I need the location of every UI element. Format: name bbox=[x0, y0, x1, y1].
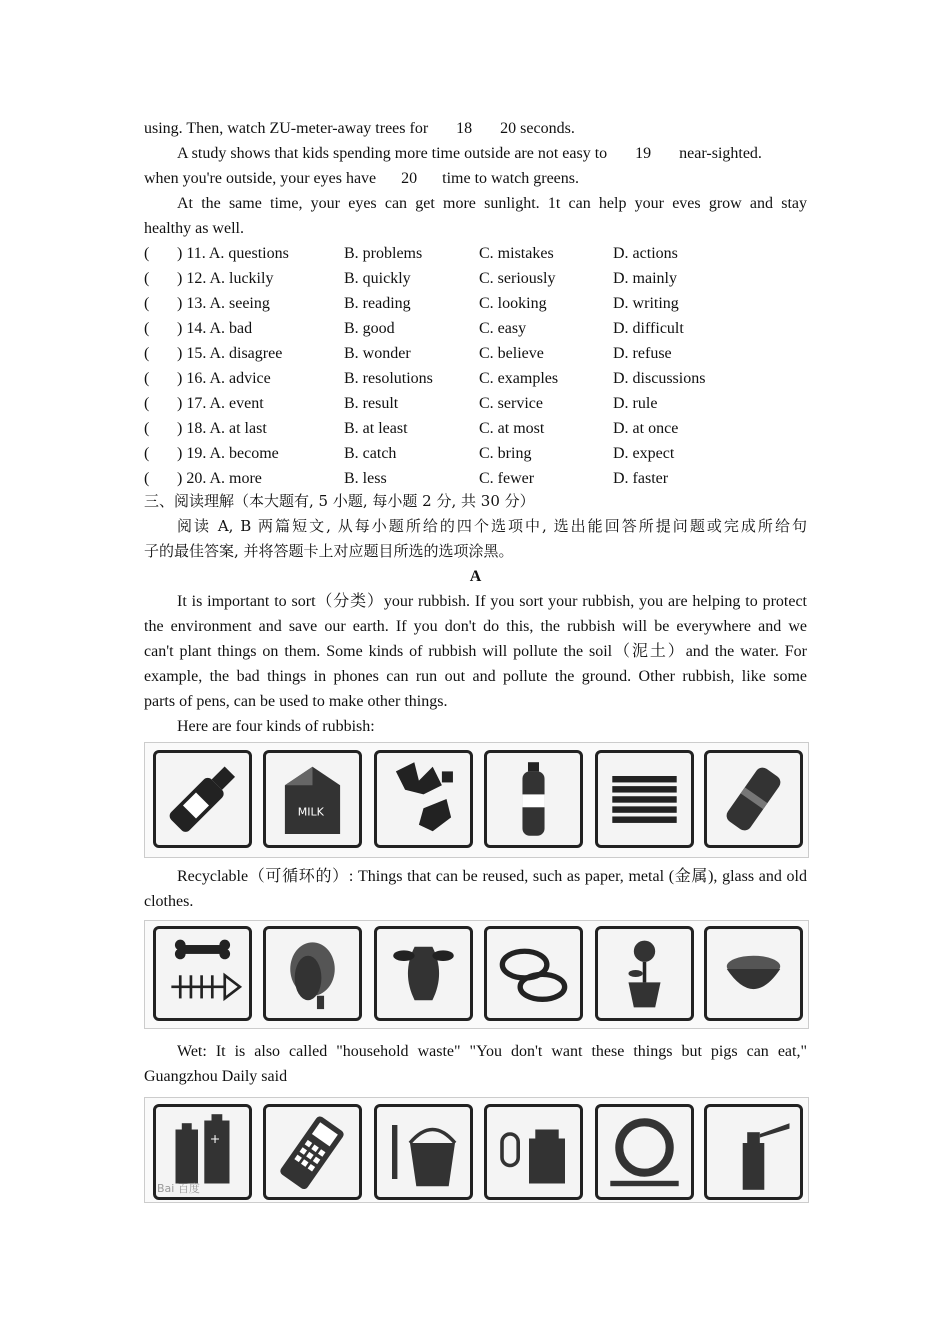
question-number-option-a: ) 20. A. more bbox=[177, 470, 262, 487]
paper-stack-icon bbox=[595, 750, 694, 848]
option-c: C. mistakes bbox=[479, 245, 554, 262]
question-number-option-a: ) 14. A. bad bbox=[177, 320, 253, 337]
option-b: B. quickly bbox=[344, 270, 411, 287]
option-c: C. service bbox=[479, 395, 543, 412]
question-number-option-a: ) 16. A. advice bbox=[177, 370, 271, 387]
blank-18: 18 bbox=[456, 120, 473, 137]
blank-20: 20 bbox=[401, 170, 418, 187]
blank-19: 19 bbox=[635, 145, 652, 162]
question-row bbox=[144, 241, 807, 266]
option-b: B. less bbox=[344, 470, 387, 487]
option-b: B. result bbox=[344, 395, 399, 412]
question-row bbox=[144, 291, 807, 316]
instruction-line: 子的最佳答案, 并将答题卡上对应题目所选的选项涂黑。 bbox=[144, 542, 514, 560]
question-row bbox=[144, 466, 807, 491]
apple-core-icon bbox=[374, 926, 473, 1021]
fluorescent-lamp-icon bbox=[595, 1104, 694, 1200]
question-number-option-a: ) 12. A. luckily bbox=[177, 270, 274, 287]
option-b: B. at least bbox=[344, 420, 408, 437]
passage-line: clothes. bbox=[144, 893, 194, 910]
option-b: B. wonder bbox=[344, 345, 411, 362]
question-row bbox=[144, 416, 807, 441]
option-d: D. at once bbox=[613, 420, 679, 437]
passage-line: example, the bad things in phones can run out and pollute the ground. Other rubbish, like some bbox=[144, 668, 807, 685]
option-c: C. examples bbox=[479, 370, 559, 387]
answer-paren: ( bbox=[144, 370, 150, 387]
option-d: D. actions bbox=[613, 245, 678, 262]
potted-flower-icon bbox=[595, 926, 694, 1021]
food-bowl-icon bbox=[704, 926, 803, 1021]
passage-line: using. Then, watch ZU-meter-away trees for 18 20 seconds. bbox=[144, 116, 807, 141]
passage-line: Guangzhou Daily said bbox=[144, 1068, 288, 1085]
passage-line: Recyclable（可循环的）: Things that can be reused, such as paper, metal (金属), glass and old bbox=[177, 868, 807, 885]
option-d: D. expect bbox=[613, 445, 675, 462]
option-d: D. rule bbox=[613, 395, 658, 412]
option-b: B. good bbox=[344, 320, 395, 337]
bottle-icon bbox=[153, 750, 252, 848]
option-b: B. reading bbox=[344, 295, 411, 312]
question-row bbox=[144, 341, 807, 366]
plastic-bottle-icon bbox=[484, 750, 583, 848]
question-row bbox=[144, 441, 807, 466]
answer-paren: ( bbox=[144, 320, 150, 337]
section-heading: 三、阅读理解（本大题有, 5 小题, 每小题 2 分, 共 30 分） bbox=[144, 492, 535, 510]
answer-paren: ( bbox=[144, 270, 150, 287]
metal-scraps-icon bbox=[374, 750, 473, 848]
answer-paren: ( bbox=[144, 470, 150, 487]
passage-line: healthy as well. bbox=[144, 220, 244, 237]
option-c: C. bring bbox=[479, 445, 532, 462]
option-c: C. at most bbox=[479, 420, 545, 437]
paint-bucket-icon bbox=[374, 1104, 473, 1200]
option-c: C. fewer bbox=[479, 470, 535, 487]
option-c: C. easy bbox=[479, 320, 527, 337]
passage-line: when you're outside, your eyes have 20 time to watch greens. bbox=[144, 166, 807, 191]
question-number-option-a: ) 15. A. disagree bbox=[177, 345, 283, 362]
can-icon bbox=[704, 750, 803, 848]
passage-line: the environment and save our earth. If you don't do this, the rubbish will be everywhere and we bbox=[144, 618, 807, 635]
passage-line: parts of pens, can be used to make other things. bbox=[144, 693, 448, 710]
option-d: D. refuse bbox=[613, 345, 672, 362]
question-row bbox=[144, 316, 807, 341]
passage-line: A study shows that kids spending more time outside are not easy to 19 near-sighted. bbox=[177, 141, 807, 166]
passage-line: can't plant things on them. Some kinds of rubbish will pollute the soil（泥土）and the water. For bbox=[144, 643, 807, 660]
instruction-line: 阅读 A, B 两篇短文, 从每小题所给的四个选项中, 选出能回答所提问题或完成所给句 bbox=[177, 517, 807, 535]
option-d: D. difficult bbox=[613, 320, 684, 337]
peanut-shells-icon bbox=[484, 926, 583, 1021]
mobile-phone-icon bbox=[263, 1104, 362, 1200]
option-c: C. believe bbox=[479, 345, 544, 362]
option-d: D. writing bbox=[613, 295, 679, 312]
option-d: D. faster bbox=[613, 470, 669, 487]
passage-line: It is important to sort（分类）your rubbish. If you sort your rubbish, you are helping to protect bbox=[177, 593, 807, 610]
spray-can-icon bbox=[704, 1104, 803, 1200]
question-number-option-a: ) 11. A. questions bbox=[177, 245, 289, 262]
watermark: Bai 百度 bbox=[157, 1182, 200, 1195]
answer-paren: ( bbox=[144, 395, 150, 412]
answer-paren: ( bbox=[144, 245, 150, 262]
question-number-option-a: ) 19. A. become bbox=[177, 445, 279, 462]
passage-line: At the same time, your eyes can get more sunlight. 1t can help your eves grow and stay bbox=[177, 195, 807, 212]
option-b: B. catch bbox=[344, 445, 397, 462]
question-row bbox=[144, 266, 807, 291]
harmful-waste-image-strip bbox=[144, 1097, 809, 1203]
answer-paren: ( bbox=[144, 420, 150, 437]
option-c: C. seriously bbox=[479, 270, 556, 287]
option-c: C. looking bbox=[479, 295, 547, 312]
svg-text:+: + bbox=[209, 1131, 221, 1146]
option-b: B. problems bbox=[344, 245, 423, 262]
passage-line: Here are four kinds of rubbish: bbox=[177, 718, 375, 735]
vegetable-leaves-icon bbox=[263, 926, 362, 1021]
option-d: D. discussions bbox=[613, 370, 706, 387]
question-number-option-a: ) 17. A. event bbox=[177, 395, 264, 412]
bone-fishbone-icon bbox=[153, 926, 252, 1021]
option-b: B. resolutions bbox=[344, 370, 433, 387]
question-number-option-a: ) 13. A. seeing bbox=[177, 295, 270, 312]
passage-line: Wet: It is also called "household waste" "You don't want these things but pigs can eat," bbox=[177, 1043, 807, 1060]
passage-label: A bbox=[469, 568, 482, 585]
medicine-icon bbox=[484, 1104, 583, 1200]
recyclable-image-strip bbox=[144, 742, 809, 858]
milk-carton-icon bbox=[263, 750, 362, 848]
milk-label: MILK bbox=[297, 805, 324, 819]
question-row bbox=[144, 366, 807, 391]
answer-paren: ( bbox=[144, 445, 150, 462]
option-d: D. mainly bbox=[613, 270, 677, 287]
wet-waste-image-strip bbox=[144, 920, 809, 1029]
question-number-option-a: ) 18. A. at last bbox=[177, 420, 267, 437]
question-row bbox=[144, 391, 807, 416]
answer-paren: ( bbox=[144, 345, 150, 362]
answer-paren: ( bbox=[144, 295, 150, 312]
